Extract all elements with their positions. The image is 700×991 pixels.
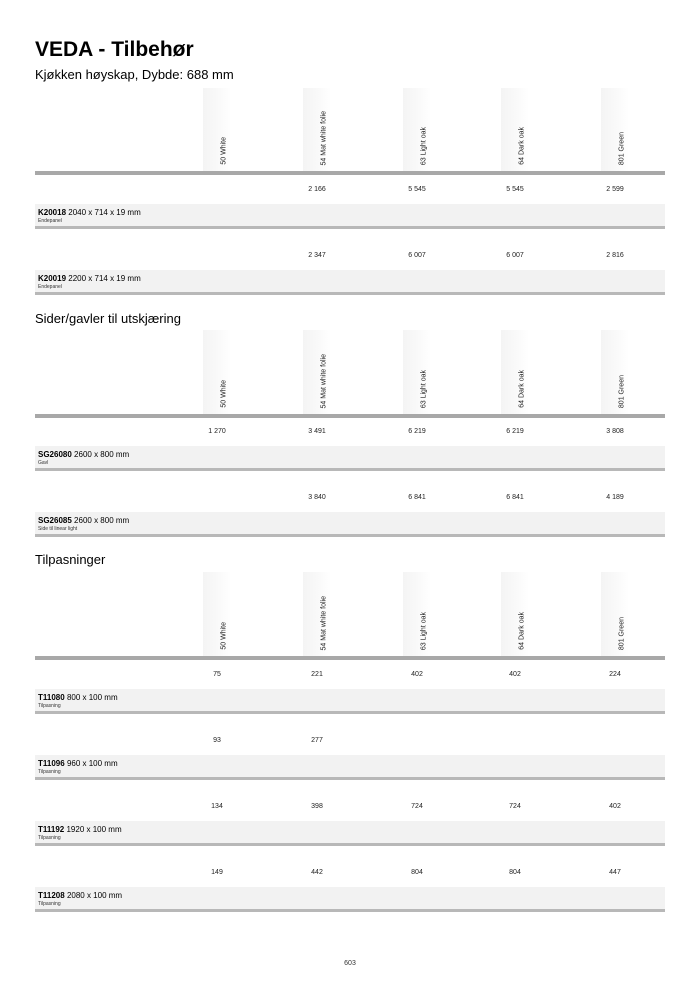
page-title: VEDA - Tilbehør <box>35 38 194 61</box>
price-cell: 447 <box>609 869 621 876</box>
column-header-label: 63 Light oak <box>420 611 428 650</box>
price-cell: 1 270 <box>208 428 226 435</box>
product-code-line <box>38 274 141 283</box>
product-code-line <box>38 825 122 834</box>
column-header <box>403 330 431 414</box>
column-header <box>601 572 629 656</box>
price-cell: 93 <box>213 737 221 744</box>
product-code: SG26085 <box>38 516 72 525</box>
product-code: K20019 <box>38 274 67 283</box>
product-description: Tilpasning <box>38 901 61 907</box>
price-cell: 398 <box>311 803 323 810</box>
product-code-line <box>38 759 118 768</box>
price-cell: 804 <box>509 869 521 876</box>
product-code-line <box>38 450 129 459</box>
column-header-row <box>35 572 665 656</box>
price-cell: 3 840 <box>308 494 326 501</box>
column-header-label: 54 Mat white folie <box>320 110 328 165</box>
price-cell: 402 <box>411 671 423 678</box>
product-code: T11208 <box>38 891 65 900</box>
column-header-label: 50 White <box>220 137 228 165</box>
product-row <box>35 821 665 843</box>
product-code: T11096 <box>38 759 65 768</box>
column-header-label: 54 Mat white folie <box>320 353 328 408</box>
product-dimensions: 2600 x 800 mm <box>74 516 130 525</box>
column-header-label: 801 Green <box>618 374 626 408</box>
row-divider <box>35 292 665 295</box>
price-cell: 149 <box>211 869 223 876</box>
product-dimensions: 1920 x 100 mm <box>66 825 122 834</box>
price-cell: 5 545 <box>506 186 524 193</box>
product-row <box>35 887 665 909</box>
product-row <box>35 512 665 534</box>
product-row <box>35 689 665 711</box>
row-divider <box>35 711 665 714</box>
column-header-row <box>35 330 665 414</box>
section-title: Tilpasninger <box>35 552 106 567</box>
product-code-line <box>38 208 141 217</box>
column-header <box>303 330 331 414</box>
product-description: Tilpasning <box>38 703 61 709</box>
column-header <box>403 88 431 171</box>
price-cell: 277 <box>311 737 323 744</box>
price-row <box>35 184 665 198</box>
column-header <box>303 572 331 656</box>
price-cell: 724 <box>411 803 423 810</box>
price-cell: 134 <box>211 803 223 810</box>
column-header-label: 64 Dark oak <box>518 127 526 165</box>
product-description: Endepanel <box>38 284 62 290</box>
price-cell: 75 <box>213 671 221 678</box>
price-cell: 402 <box>509 671 521 678</box>
section-title: Sider/gavler til utskjæring <box>35 311 181 326</box>
price-cell: 442 <box>311 869 323 876</box>
price-cell: 5 545 <box>408 186 426 193</box>
header-divider <box>35 414 665 418</box>
column-header-label: 63 Light oak <box>420 369 428 408</box>
column-header-label: 64 Dark oak <box>518 370 526 408</box>
column-header <box>601 88 629 171</box>
column-header-label: 63 Light oak <box>420 126 428 165</box>
price-row <box>35 735 665 749</box>
column-header-label: 801 Green <box>618 616 626 650</box>
product-description: Tilpasning <box>38 769 61 775</box>
price-row <box>35 426 665 440</box>
price-cell: 804 <box>411 869 423 876</box>
product-dimensions: 2040 x 714 x 19 mm <box>68 208 141 217</box>
product-dimensions: 2080 x 100 mm <box>66 891 123 900</box>
price-cell: 3 808 <box>606 428 624 435</box>
product-code: T11192 <box>38 825 65 834</box>
price-cell: 4 189 <box>606 494 624 501</box>
column-header-row <box>35 88 665 171</box>
price-cell: 6 841 <box>408 494 426 501</box>
page-number: 603 <box>344 960 356 967</box>
price-cell: 224 <box>609 671 621 678</box>
price-cell: 2 347 <box>308 252 326 259</box>
column-header <box>303 88 331 171</box>
price-cell: 6 841 <box>506 494 524 501</box>
column-header <box>203 330 231 414</box>
column-header-label: 64 Dark oak <box>518 612 526 650</box>
product-dimensions: 2600 x 800 mm <box>74 450 130 459</box>
row-divider <box>35 534 665 537</box>
column-header <box>501 330 529 414</box>
product-description: Side til linear light <box>38 526 78 532</box>
price-cell: 2 599 <box>606 186 624 193</box>
column-header <box>601 330 629 414</box>
row-divider <box>35 777 665 780</box>
product-code: K20018 <box>38 208 67 217</box>
product-dimensions: 800 x 100 mm <box>66 693 118 702</box>
price-row <box>35 250 665 264</box>
price-row <box>35 801 665 815</box>
product-code-line <box>38 891 122 900</box>
price-cell: 724 <box>509 803 521 810</box>
product-description: Endepanel <box>38 218 62 224</box>
column-header <box>501 88 529 171</box>
price-cell: 6 007 <box>506 252 524 259</box>
row-divider <box>35 226 665 229</box>
price-row <box>35 867 665 881</box>
row-divider <box>35 909 665 912</box>
product-row <box>35 204 665 226</box>
column-header <box>403 572 431 656</box>
price-cell: 221 <box>311 671 323 678</box>
price-cell: 2 166 <box>308 186 326 193</box>
product-dimensions: 2200 x 714 x 19 mm <box>68 274 141 283</box>
header-divider <box>35 171 665 175</box>
page-subtitle: Kjøkken høyskap, Dybde: 688 mm <box>35 67 234 82</box>
column-header-label: 801 Green <box>618 131 626 165</box>
price-cell: 6 219 <box>408 428 426 435</box>
column-header <box>501 572 529 656</box>
product-row <box>35 270 665 292</box>
row-divider <box>35 843 665 846</box>
price-row <box>35 669 665 683</box>
product-code-line <box>38 516 129 525</box>
column-header <box>203 88 231 171</box>
column-header-label: 50 White <box>220 622 228 650</box>
column-header-label: 54 Mat white folie <box>320 595 328 650</box>
product-description: Tilpasning <box>38 835 61 841</box>
product-row <box>35 446 665 468</box>
price-cell: 2 816 <box>606 252 624 259</box>
price-cell: 6 219 <box>506 428 524 435</box>
product-dimensions: 960 x 100 mm <box>66 759 118 768</box>
product-row <box>35 755 665 777</box>
product-code: T11080 <box>38 693 65 702</box>
price-row <box>35 492 665 506</box>
row-divider <box>35 468 665 471</box>
price-cell: 3 491 <box>308 428 326 435</box>
column-header-label: 50 White <box>220 380 228 408</box>
product-description: Gavl <box>38 460 49 466</box>
price-cell: 402 <box>609 803 621 810</box>
price-cell: 6 007 <box>408 252 426 259</box>
product-code-line <box>38 693 118 702</box>
header-divider <box>35 656 665 660</box>
product-code: SG26080 <box>38 450 72 459</box>
column-header <box>203 572 231 656</box>
